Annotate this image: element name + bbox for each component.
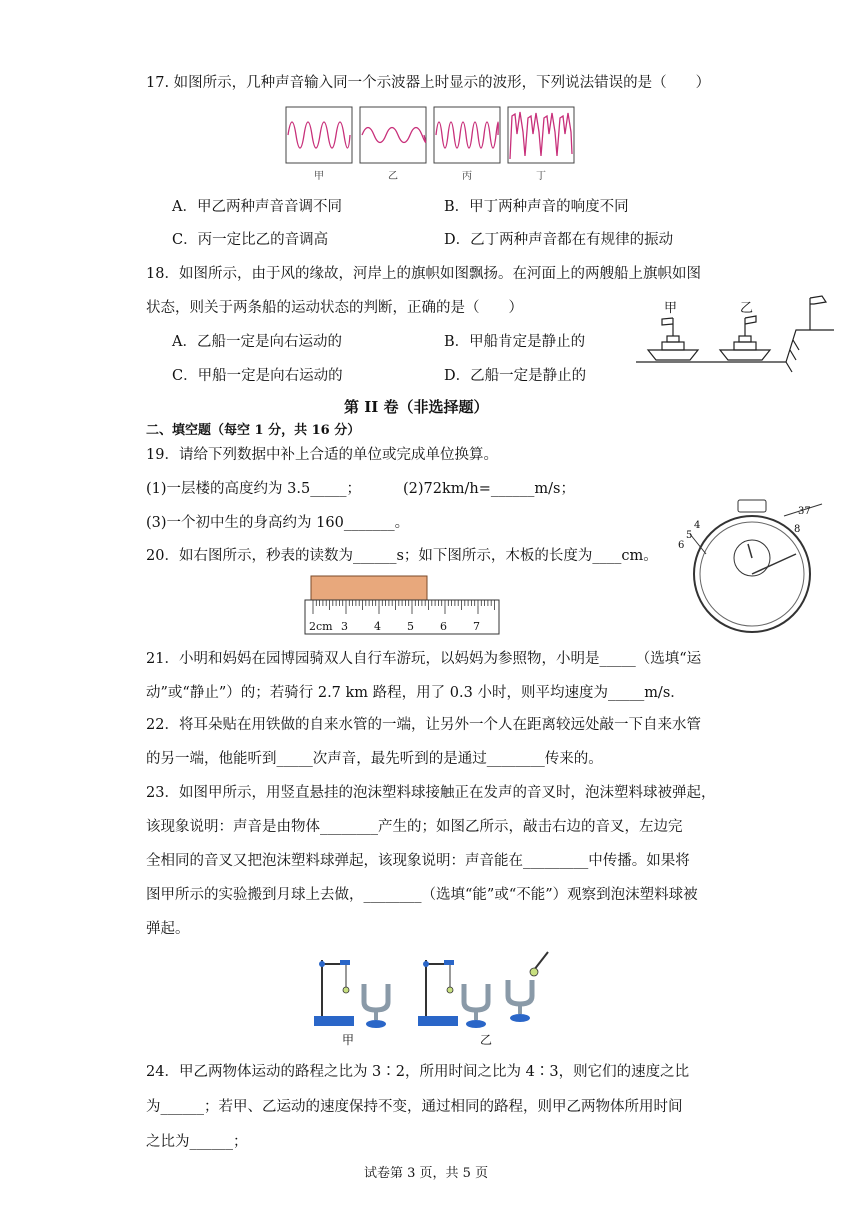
boat-label-jia: 甲	[664, 301, 678, 316]
fork-label-yi: 乙	[480, 1033, 493, 1047]
waveform-label-bing: 丙	[462, 171, 472, 182]
stopwatch-label-8: 8	[794, 524, 801, 535]
waveform-figure	[284, 104, 576, 184]
fork-label-jia: 甲	[342, 1033, 355, 1047]
q18-option-c[interactable]: C．甲船一定是向右运动的	[172, 368, 343, 384]
stopwatch-label-37: 37	[798, 506, 811, 517]
ruler-label-4: 4	[374, 620, 381, 633]
waveform-label-ding: 丁	[536, 171, 546, 182]
stopwatch-label-6: 6	[678, 540, 685, 551]
q21-line2: 动”或“静止”）的；若骑行 2.7 km 路程，用了 0.3 小时，则平均速度为_____m/s．	[146, 685, 685, 701]
section2-title: 第 II 卷（非选择题）	[344, 398, 489, 416]
waveform-label-jia: 甲	[314, 171, 324, 182]
q23-line4: 图甲所示的实验搬到月球上去做，________（选填“能”或“不能”）观察到泡沫塑料球被	[146, 887, 698, 903]
q19-stem: 19．请给下列数据中补上合适的单位或完成单位换算。	[146, 447, 498, 463]
ruler-label-6: 6	[440, 620, 447, 633]
q18-option-a[interactable]: A．乙船一定是向右运动的	[172, 334, 342, 350]
q17-stem: 17. 如图所示，几种声音输入同一个示波器上时显示的波形，下列说法错误的是（ ）	[146, 75, 711, 91]
q19-part1: (1)一层楼的高度约为 3.5_____；	[146, 481, 361, 497]
q24-line1: 24．甲乙两物体运动的路程之比为 3∶2，所用时间之比为 4∶3，则它们的速度之比	[146, 1064, 690, 1080]
q19-part2: (2)72km/h=______m/s；	[403, 481, 575, 497]
q17-option-c[interactable]: C．丙一定比乙的音调高	[172, 232, 329, 248]
q22-line1: 22．将耳朵贴在用铁做的自来水管的一端，让另外一个人在距离较远处敲一下自来水管	[146, 717, 701, 733]
ruler-label-3: 3	[341, 620, 348, 633]
boat-label-yi: 乙	[740, 301, 754, 316]
waveform-label-yi: 乙	[388, 171, 398, 182]
stopwatch-label-4: 4	[694, 520, 701, 531]
ruler-wood-figure	[303, 574, 503, 636]
q23-line2: 该现象说明：声音是由物体________产生的；如图乙所示，敲击右边的音叉，左边完	[146, 819, 683, 835]
q17-option-a[interactable]: A．甲乙两种声音音调不同	[172, 199, 342, 215]
q23-line1: 23．如图甲所示，用竖直悬挂的泡沫塑料球接触正在发声的音叉时，泡沫塑料球被弹起，	[146, 785, 716, 801]
q17-option-d[interactable]: D．乙丁两种声音都在有规律的振动	[444, 232, 674, 248]
q24-line3: 之比为______；	[146, 1134, 248, 1150]
q24-line2: 为______；若甲、乙运动的速度保持不变，通过相同的路程，则甲乙两物体所用时间	[146, 1099, 683, 1115]
ruler-label-5: 5	[407, 620, 414, 633]
q18-option-b[interactable]: B．甲船肯定是静止的	[444, 334, 586, 350]
section2-subtitle: 二、填空题（每空 1 分，共 16 分）	[146, 423, 361, 438]
q20-stem: 20．如右图所示，秒表的读数为______s；如下图所示，木板的长度为____cm。	[146, 548, 658, 564]
q18-stem-line1: 18．如图所示，由于风的缘故，河岸上的旗帜如图飘扬。在河面上的两艘船上旗帜如图	[146, 266, 701, 282]
stopwatch-label-5: 5	[686, 530, 693, 541]
stopwatch-figure	[672, 494, 832, 634]
q23-line5: 弹起。	[146, 921, 190, 937]
q22-line2: 的另一端，他能听到_____次声音，最先听到的是通过________传来的。	[146, 751, 603, 767]
q18-option-d[interactable]: D．乙船一定是静止的	[444, 368, 587, 384]
boats-flags-figure	[636, 290, 836, 382]
q19-part3: (3)一个初中生的身高约为 160_______。	[146, 515, 410, 531]
ruler-label-2cm: 2cm	[309, 620, 333, 633]
wood-board	[311, 576, 427, 600]
page-footer: 试卷第 3 页，共 5 页	[364, 1166, 489, 1181]
ruler-label-7: 7	[473, 620, 480, 633]
q18-stem-line2: 状态，则关于两条船的运动状态的判断，正确的是（ ）	[146, 300, 523, 316]
q23-line3: 全相同的音叉又把泡沫塑料球弹起，该现象说明：声音能在_________中传播。如果将	[146, 853, 690, 869]
q17-option-b[interactable]: B．甲丁两种声音的响度不同	[444, 199, 629, 215]
tuning-fork-figure	[306, 944, 562, 1050]
q21-line1: 21．小明和妈妈在园博园骑双人自行车游玩，以妈妈为参照物，小明是_____（选填“运	[146, 651, 702, 667]
